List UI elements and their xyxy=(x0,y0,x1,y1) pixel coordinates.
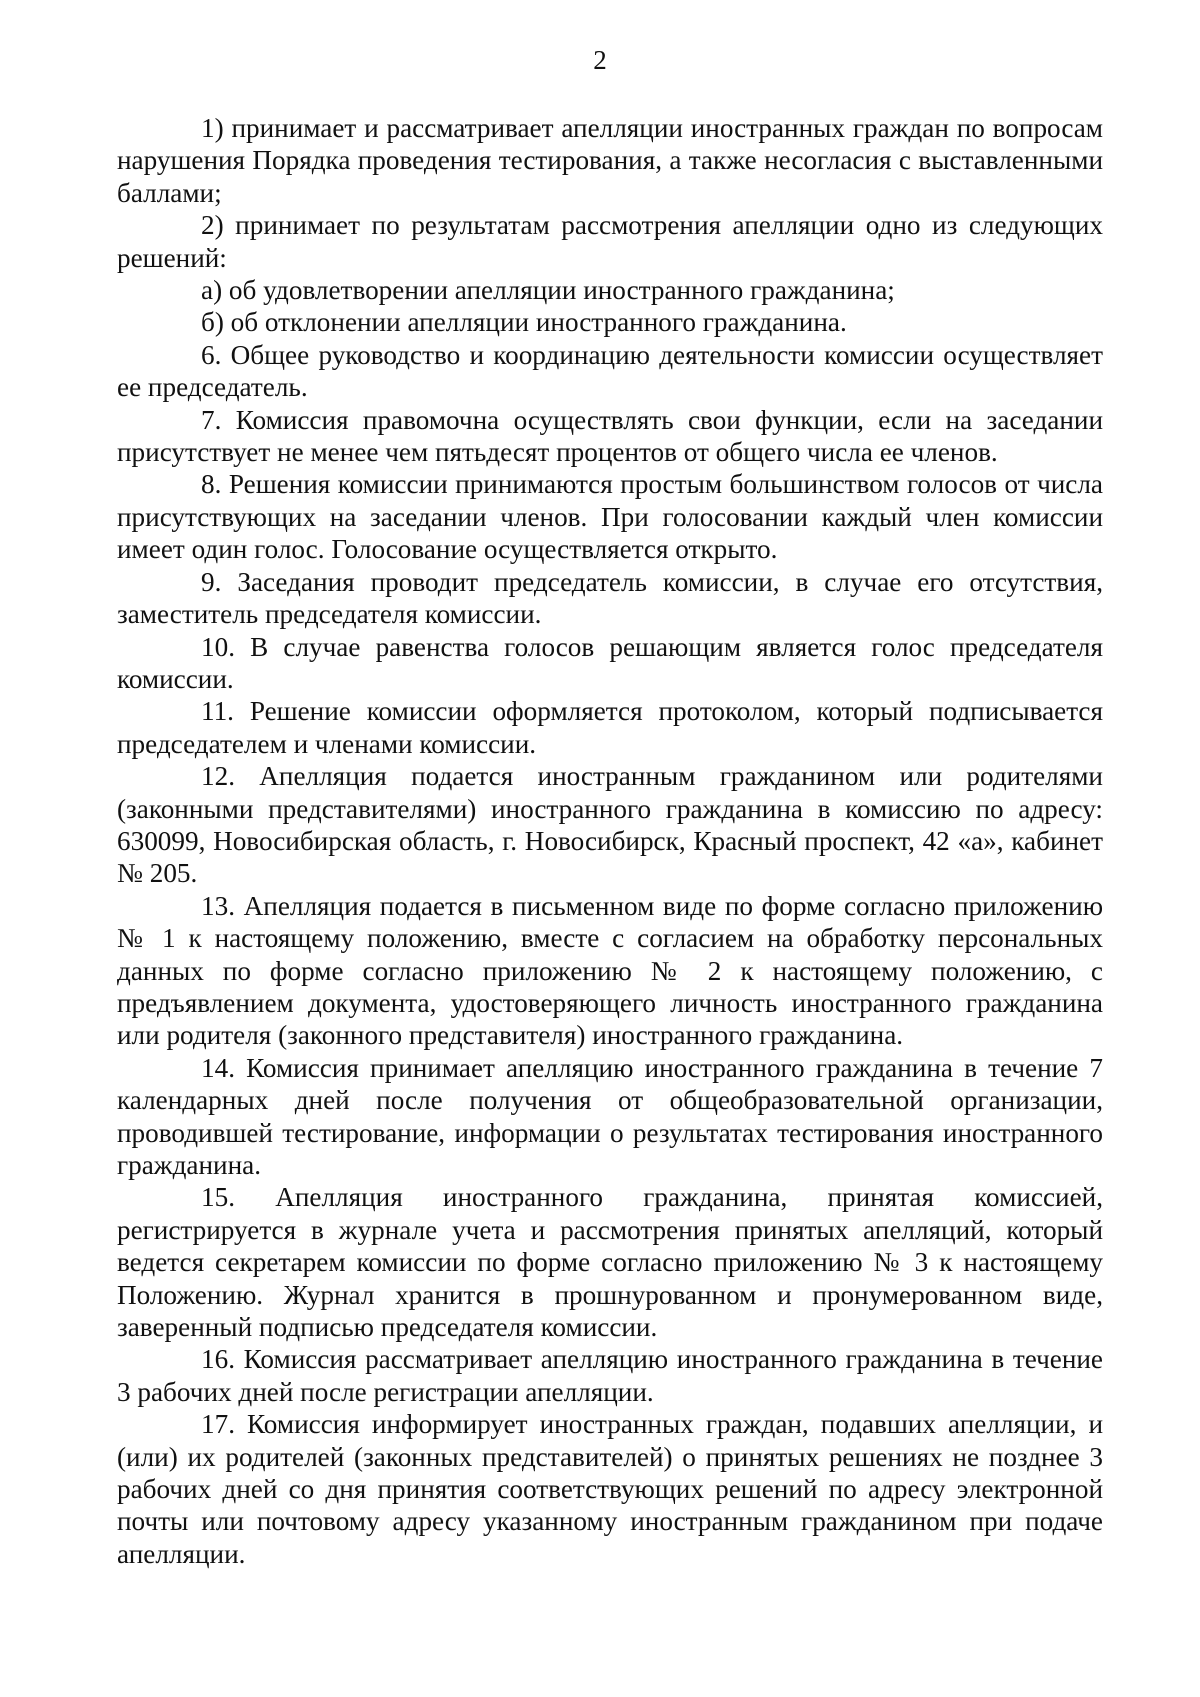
paragraph-13: 13. Апелляция подается в письменном виде по форме согласно приложению № 1 к настоящему положению, вместе с согласием на обработку персональных данных по форме согласно приложению № 2 к настоящему положению, с предъявлением документа, удостоверяющего личность иностранного гражданина или родителя (законного представителя) иностранного гражданина. xyxy=(117,890,1103,1051)
paragraph-subitem-b: б) об отклонении апелляции иностранного гражданина. xyxy=(201,307,847,338)
paragraph-item-2: 2) принимает по результатам рассмотрения апелляции одно из следующих решений: xyxy=(117,210,1103,273)
paragraph-item-1: 1) принимает и рассматривает апелляции иностранных граждан по вопросам нарушения Порядка проведения тестирования, а также несогласия с выставленными баллами; xyxy=(117,113,1103,208)
paragraph-12: 12. Апелляция подается иностранным гражданином или родителями (законными представителями) иностранного гражданина в комиссию по адресу: 630099, Новосибирская область, г. Новосибирск, Красный проспект, 42 «а», кабинет № 205. xyxy=(117,761,1103,889)
document-body xyxy=(117,112,1103,1570)
paragraph-8: 8. Решения комиссии принимаются простым большинством голосов от числа присутствующих на заседании членов. При голосовании каждый член комиссии имеет один голос. Голосование осуществляется открыто. xyxy=(117,469,1103,565)
paragraph-10: 10. В случае равенства голосов решающим является голос председателя комиссии. xyxy=(117,631,1103,694)
paragraph-17: 17. Комиссия информирует иностранных граждан, подавших апелляции, и (или) их родителей (законных представителей) о принятых решениях не позднее 3 рабочих дней со дня принятия соответствующих решений по адресу электронной почты или почтовому адресу указанному иностранным гражданином при подаче апелляции. xyxy=(117,1409,1103,1569)
paragraph-7: 7. Комиссия правомочна осуществлять свои функции, если на заседании присутствует не менее чем пятьдесят процентов от общего числа ее членов. xyxy=(117,404,1103,468)
paragraph-11: 11. Решение комиссии оформляется протоколом, который подписывается председателем и членами комиссии. xyxy=(117,696,1103,759)
paragraph-15: 15. Апелляция иностранного гражданина, принятая комиссией, регистрируется в журнале учета и рассмотрения принятых апелляций, который ведется секретарем комиссии по форме согласно приложению № 3 к настоящему Положению. Журнал хранится в прошнурованном и пронумерованном виде, заверенный подписью председателя комиссии. xyxy=(117,1182,1103,1343)
page-number: 2 xyxy=(593,45,607,75)
paragraph-14: 14. Комиссия принимает апелляцию иностранного гражданина в течение 7 календарных дней после получения от общеобразовательной организации, проводившей тестирование, информации о результатах тестирования иностранного гражданина. xyxy=(117,1052,1103,1180)
paragraph-subitem-a: а) об удовлетворении апелляции иностранного гражданина; xyxy=(201,275,895,306)
paragraph-9: 9. Заседания проводит председатель комиссии, в случае его отсутствия, заместитель председателя комиссии. xyxy=(117,566,1103,630)
paragraph-6: 6. Общее руководство и координацию деятельности комиссии осуществляет ее председатель. xyxy=(117,339,1103,403)
paragraph-16: 16. Комиссия рассматривает апелляцию иностранного гражданина в течение 3 рабочих дней после регистрации апелляции. xyxy=(117,1344,1103,1407)
